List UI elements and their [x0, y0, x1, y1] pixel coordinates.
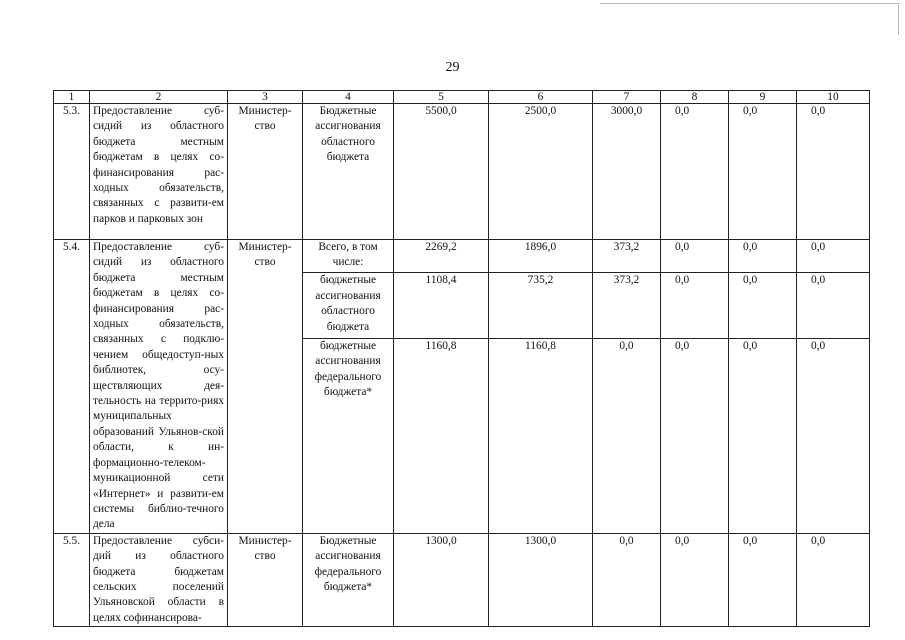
value-year-1: 1896,0 [489, 240, 593, 273]
value-year-3: 0,0 [661, 104, 729, 240]
value-year-1: 2500,0 [489, 104, 593, 240]
value-total: 1108,4 [394, 273, 489, 339]
value-year-4: 0,0 [729, 104, 797, 240]
row-description: Предоставление субси-дий из областного бюджета бюджетам сельских поселений Ульяновской области в целях софинансирова- [90, 533, 228, 626]
value-total: 1300,0 [394, 533, 489, 626]
value-year-2: 0,0 [593, 533, 661, 626]
value-year-5: 0,0 [797, 104, 870, 240]
row-description: Предоставление суб-сидий из областного бюджета местным бюджетам в целях со-финансирования рас-ходных обязательств, связанных с подклю-чением общедоступ-ных библиотек, осу-ществляющих дея-тельность на террито-риях муниципальных образований Ульянов-ской области, к ин-формационно-телеком-муникационной сети «Интернет» и развити-ем системы библио-течного дела [90, 240, 228, 534]
value-year-5: 0,0 [797, 533, 870, 626]
column-header: 5 [394, 91, 489, 104]
funding-source: бюджетные ассигнования областного бюджета [303, 273, 394, 339]
column-header: 2 [90, 91, 228, 104]
row-description: Предоставление суб-сидий из областного бюджета местным бюджетам в целях со-финансирования рас-ходных обязательств, связанных с развити-ем парков и парковых зон [90, 104, 228, 240]
value-year-4: 0,0 [729, 240, 797, 273]
funding-source: бюджетные ассигнования федерального бюджета* [303, 338, 394, 533]
page-number: 29 [445, 60, 460, 75]
column-header: 1 [54, 91, 90, 104]
table-row [54, 240, 870, 273]
table-row [54, 533, 870, 626]
budget-table [53, 90, 870, 627]
column-header: 9 [729, 91, 797, 104]
funding-source: Всего, в том числе: [303, 240, 394, 273]
column-header-row [54, 91, 870, 104]
table-row [54, 104, 870, 240]
value-total: 2269,2 [394, 240, 489, 273]
scan-edge-line [600, 3, 900, 4]
scan-edge-line [898, 5, 899, 35]
value-year-1: 1300,0 [489, 533, 593, 626]
row-number: 5.3. [54, 104, 90, 240]
value-year-5: 0,0 [797, 338, 870, 533]
column-header: 7 [593, 91, 661, 104]
funding-source: Бюджетные ассигнования федерального бюджета* [303, 533, 394, 626]
value-total: 5500,0 [394, 104, 489, 240]
column-header: 8 [661, 91, 729, 104]
value-year-3: 0,0 [661, 273, 729, 339]
value-year-2: 373,2 [593, 240, 661, 273]
column-header: 10 [797, 91, 870, 104]
value-year-4: 0,0 [729, 533, 797, 626]
value-year-5: 0,0 [797, 240, 870, 273]
column-header: 6 [489, 91, 593, 104]
value-year-2: 373,2 [593, 273, 661, 339]
value-total: 1160,8 [394, 338, 489, 533]
column-header: 3 [228, 91, 303, 104]
value-year-5: 0,0 [797, 273, 870, 339]
value-year-3: 0,0 [661, 338, 729, 533]
column-header: 4 [303, 91, 394, 104]
value-year-1: 1160,8 [489, 338, 593, 533]
row-number: 5.5. [54, 533, 90, 626]
funding-source: Бюджетные ассигнования областного бюджета [303, 104, 394, 240]
value-year-1: 735,2 [489, 273, 593, 339]
row-organization: Министер-ство [228, 240, 303, 534]
row-number: 5.4. [54, 240, 90, 534]
value-year-3: 0,0 [661, 533, 729, 626]
value-year-3: 0,0 [661, 240, 729, 273]
value-year-4: 0,0 [729, 338, 797, 533]
row-organization: Министер-ство [228, 104, 303, 240]
value-year-2: 3000,0 [593, 104, 661, 240]
row-organization: Министер-ство [228, 533, 303, 626]
value-year-4: 0,0 [729, 273, 797, 339]
value-year-2: 0,0 [593, 338, 661, 533]
